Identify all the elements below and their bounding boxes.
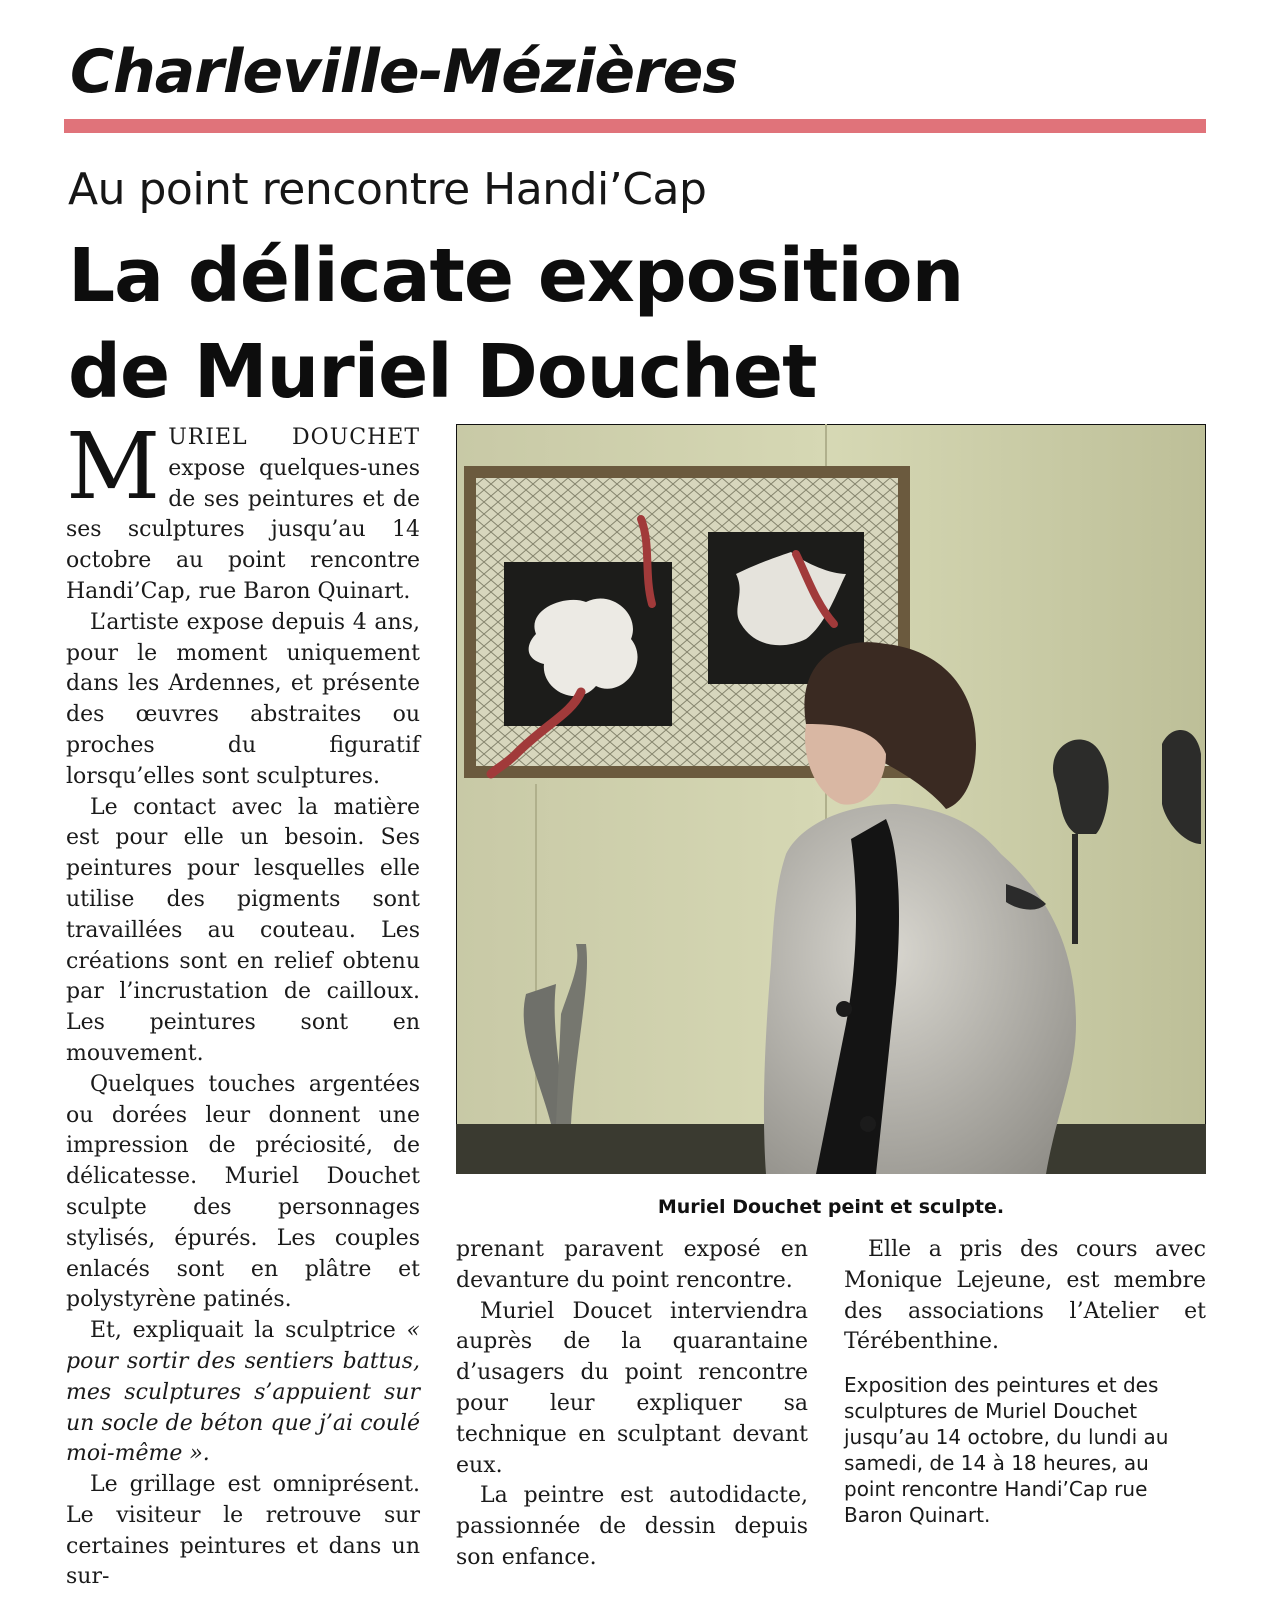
- paragraph-6: Le grillage est omniprésent. Le visiteur le retrouve sur certaines peintures et dans un sur-: [66, 1472, 420, 1590]
- paragraph-2: L’artiste expose depuis 4 ans, pour le moment uniquement dans les Ardennes, et présente des œuvres abstraites ou proches du figuratif lorsqu’elles sont sculptures.: [66, 609, 420, 789]
- drop-cap: M: [66, 413, 161, 520]
- article-column-3: [844, 1235, 1206, 1528]
- paragraph-1-text: expose quelques-unes de ses peintures et de ses sculptures jusqu’au 14 octobre au point rencontre Handi’Cap, rue Baron Quinart.: [66, 455, 420, 604]
- kicker: Au point rencontre Handi’Cap: [68, 164, 707, 215]
- paragraph-9: La peintre est autodidacte, passionnée de dessin depuis son enfance.: [456, 1483, 808, 1570]
- exhibition-info: Exposition des peintures et des sculptures de Muriel Douchet jusqu’au 14 octobre, du lundi au samedi, de 14 à 18 heures, au point rencontre Handi’Cap rue Baron Quinart.: [844, 1373, 1169, 1528]
- article-column-2: [456, 1235, 808, 1574]
- paragraph-5: [66, 1316, 420, 1470]
- quote: « pour sortir des sentiers battus, mes sculptures s’appuient sur un socle de béton que j’ai coulé moi-même ».: [66, 1318, 420, 1467]
- photo-caption: Muriel Douchet peint et sculpte.: [657, 1196, 1005, 1218]
- headline: La délicate exposition de Muriel Douchet: [68, 233, 964, 415]
- section-rule: [64, 119, 1206, 133]
- paragraph-5-intro: Et, expliquait la sculptrice: [90, 1318, 407, 1344]
- paragraph-8: Muriel Doucet interviendra auprès de la quarantaine d’usagers du point rencontre pour leur expliquer sa technique en sculptant devant eux.: [456, 1298, 808, 1478]
- paragraph-7: prenant paravent exposé en devanture du point rencontre.: [456, 1237, 808, 1293]
- article-column-1: [66, 413, 420, 1593]
- paragraph-4: Quelques touches argentées ou dorées leur donnent une impression de préciosité, de délicatesse. Muriel Douchet sculpte des personnages stylisés, épurés. Les couples enlacés sont en plâtre et polystyrène patinés.: [66, 1071, 420, 1313]
- paragraph-1: [66, 413, 420, 608]
- article-photo: [456, 424, 1206, 1174]
- section-title: Charleville-Mézières: [70, 37, 738, 107]
- photo-illustration: [456, 424, 1206, 1174]
- author-name: URIEL DOUCHET: [168, 425, 420, 450]
- paragraph-3: Le contact avec la matière est pour elle un besoin. Ses peintures pour lesquelles elle utilise des pigments sont travaillées au couteau. Les créations sont en relief obtenu par l’incrustation de cailloux. Les peintures sont en mouvement.: [66, 794, 420, 1066]
- paragraph-10: Elle a pris des cours avec Monique Lejeune, est membre des associations l’Atelier et Térébenthine.: [844, 1237, 1206, 1355]
